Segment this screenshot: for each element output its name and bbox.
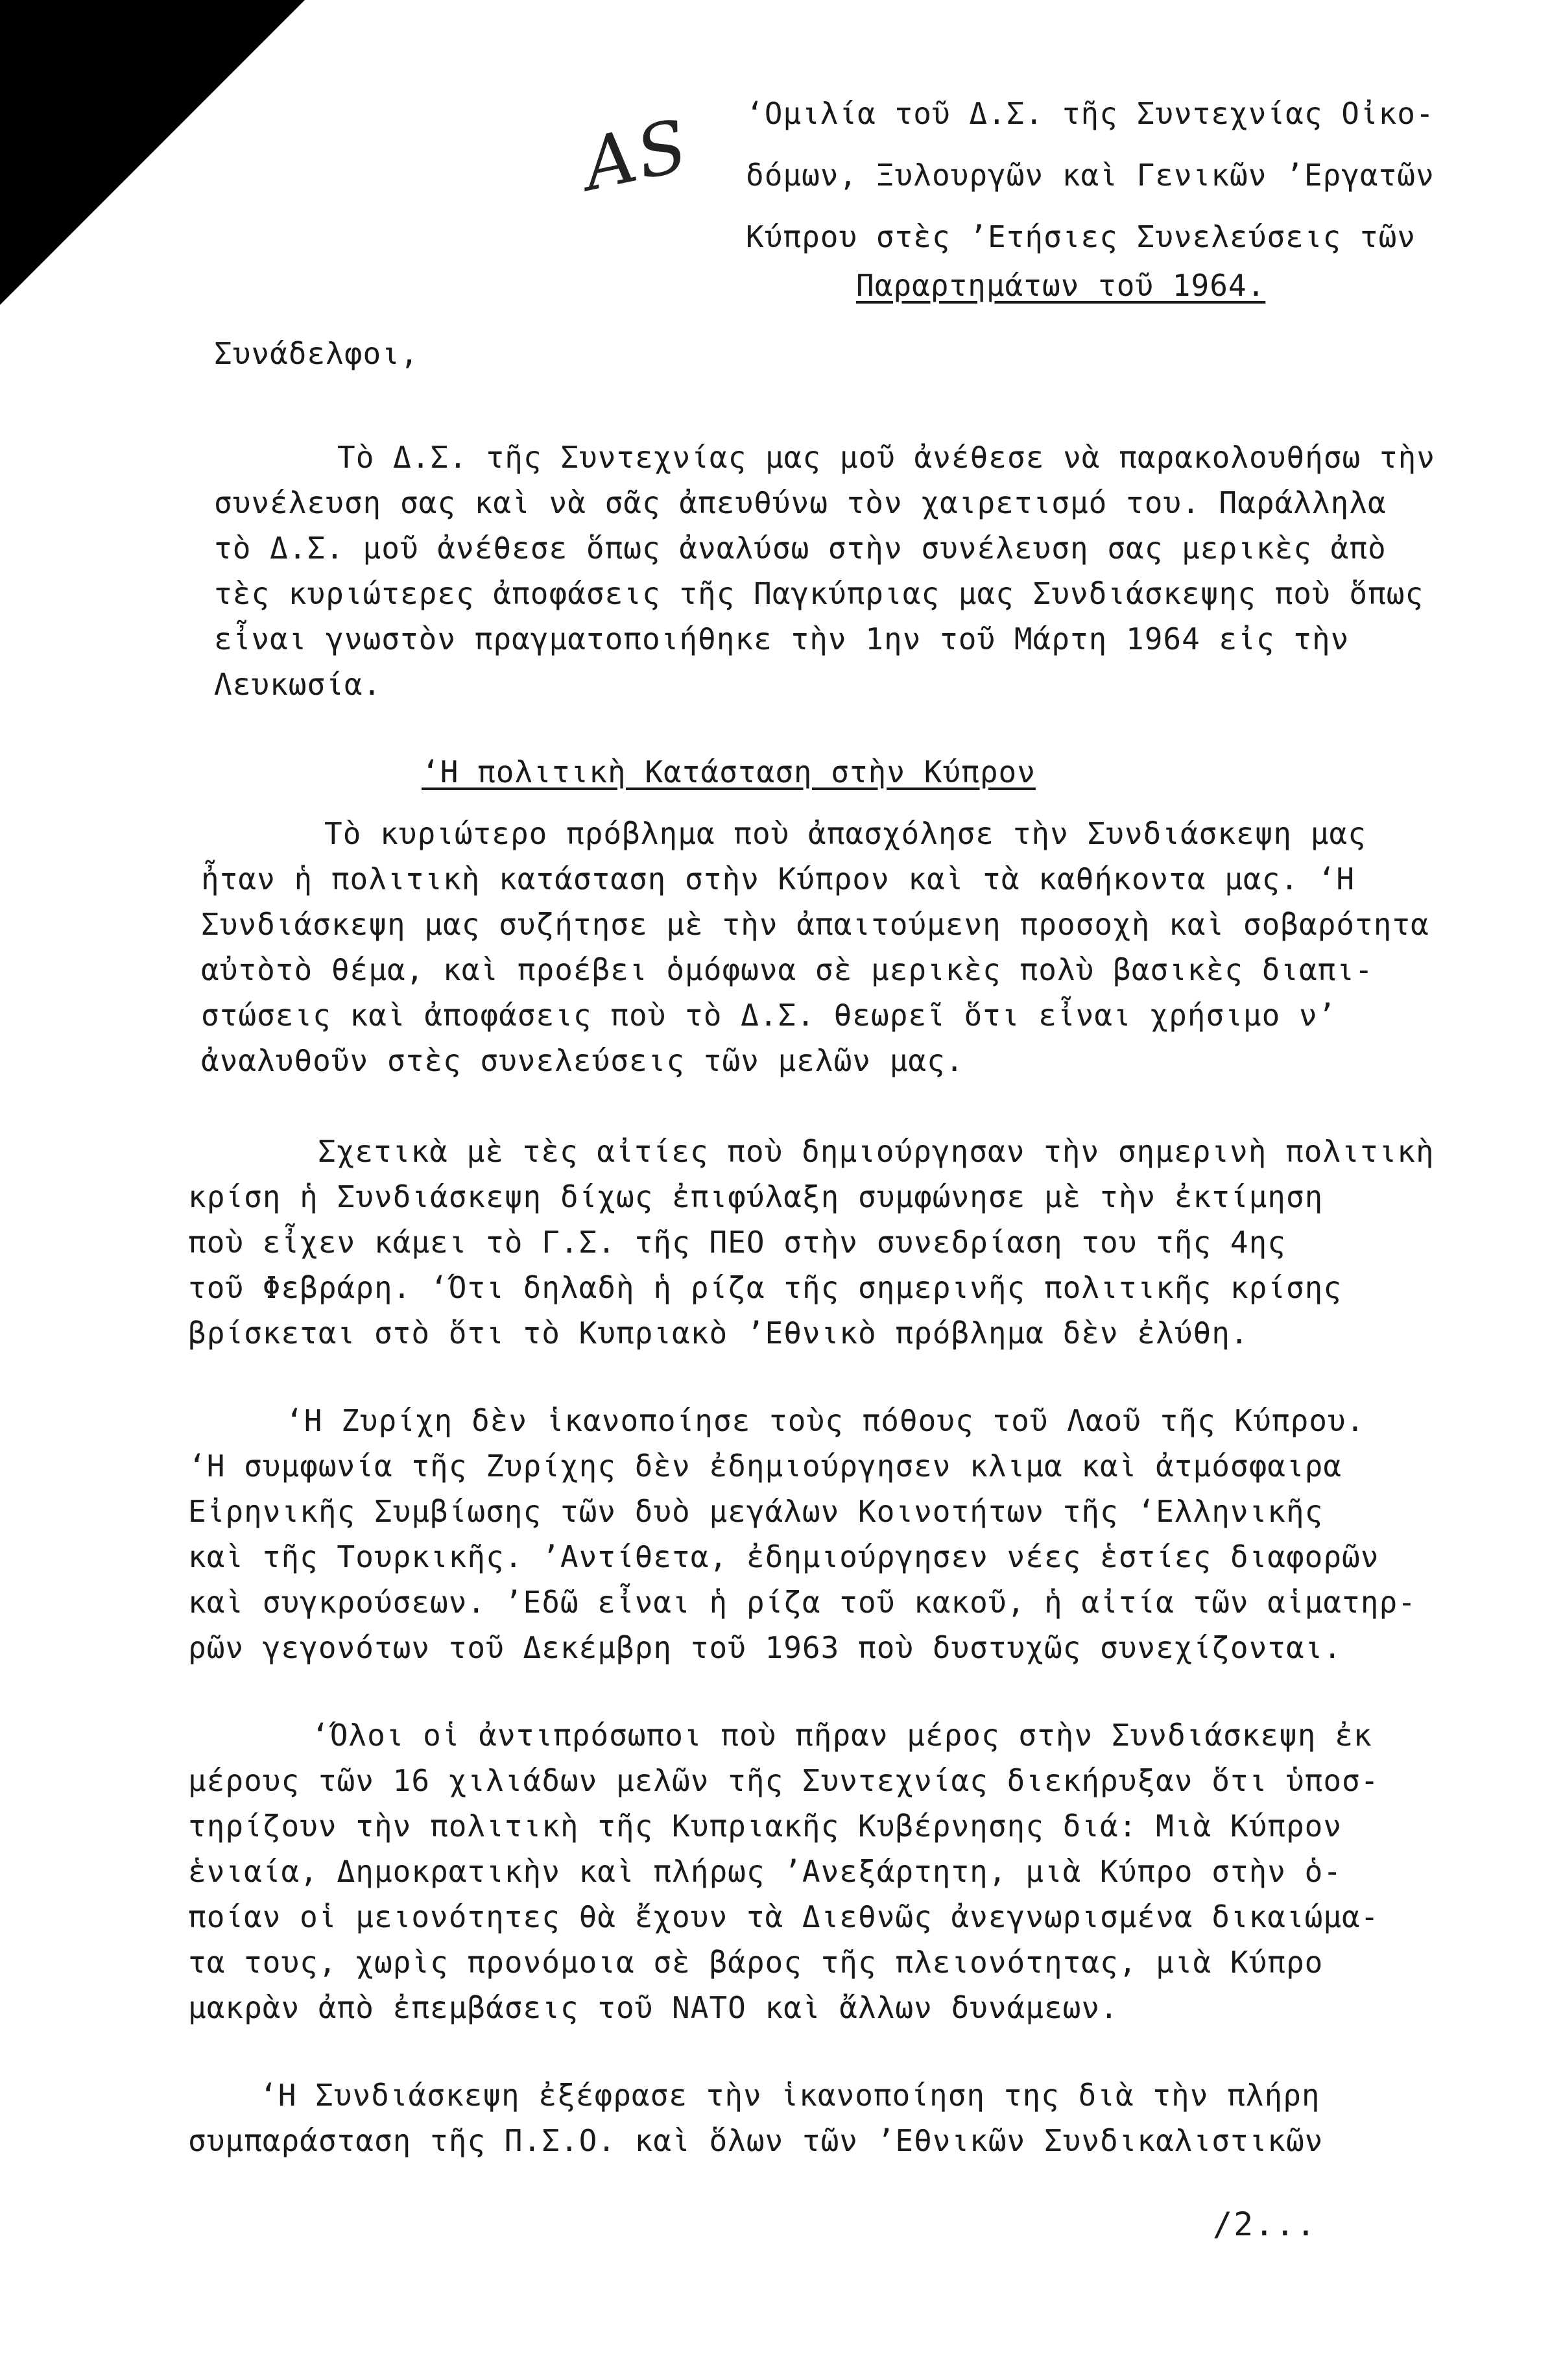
para6-line-2: συμπαράσταση τῆς Π.Σ.Ο. καὶ ὅλων τῶν ’Εθνικῶν Συνδικαλιστικῶν [188, 2123, 1324, 2158]
para5-line-4: ἑνιαία, Δημοκρατικὴν καὶ πλήρως ’Ανεξάρτητη, μιὰ Κύπρο στὴν ὁ- [188, 1854, 1342, 1889]
para1-line-4: τὲς κυριώτερες ἀποφάσεις τῆς Παγκύπριας μας Συνδιάσκεψης ποὺ ὅπως [214, 576, 1424, 611]
para6-line-1: ‘Η Συνδιάσκεψη ἐξέφρασε τὴν ἱκανοποίηση της διὰ τὴν πλήρη [259, 2078, 1320, 2113]
para3-line-5: βρίσκεται στὸ ὅτι τὸ Κυπριακὸ ’Εθνικὸ πρόβλημα δὲν ἐλύθη. [188, 1316, 1249, 1351]
para5-line-6: τα τους, χωρὶς προνόμοια σὲ βάρος τῆς πλειονότητας, μιὰ Κύπρο [188, 1945, 1324, 1980]
para2-line-4: αὐτὸτὸ θέμα, καὶ προέβει ὁμόφωνα σὲ μερικὲς πολὺ βασικὲς διαπι- [201, 952, 1374, 987]
header-line-4: Παραρτημάτων τοῦ 1964. [856, 268, 1266, 303]
para4-line-5: καὶ συγκρούσεων. ’Εδῶ εἶναι ἡ ρίζα τοῦ κακοῦ, ἡ αἰτία τῶν αἱματηρ- [188, 1585, 1416, 1620]
para4-line-6: ρῶν γεγονότων τοῦ Δεκέμβρη τοῦ 1963 ποὺ δυστυχῶς συνεχίζονται. [188, 1630, 1342, 1665]
para1-line-6: Λευκωσία. [214, 667, 382, 702]
para1-line-1: Τὸ Δ.Σ. τῆς Συντεχνίας μας μοῦ ἀνέθεσε νὰ παρακολουθήσω τὴν [337, 440, 1435, 475]
para3-line-2: κρίση ἡ Συνδιάσκεψη δίχως ἐπιφύλαξη συμφώνησε μὲ τὴν ἐκτίμηση [188, 1179, 1324, 1214]
header-line-2: δόμων, Ξυλουργῶν καὶ Γενικῶν ’Εργατῶν [746, 158, 1435, 193]
para5-line-3: τηρίζουν τὴν πολιτικὴ τῆς Κυπριακῆς Κυβέρνησης διά: Μιὰ Κύπρον [188, 1809, 1342, 1844]
scan-corner-shadow [0, 0, 305, 305]
para5-line-1: ‘Όλοι οἱ ἀντιπρόσωποι ποὺ πῆραν μέρος στὴν Συνδιάσκεψη ἐκ [311, 1718, 1372, 1753]
para2-line-3: Συνδιάσκεψη μας συζήτησε μὲ τὴν ἀπαιτούμενη προσοχὴ καὶ σοβαρότητα [201, 907, 1429, 942]
para5-line-5: ποίαν οἱ μειονότητες θὰ ἔχουν τὰ Διεθνῶς ἀνεγνωρισμένα δικαιώμα- [188, 1899, 1379, 1934]
para4-line-1: ‘Η Ζυρίχη δὲν ἱκανοποίησε τοὺς πόθους τοῦ Λαοῦ τῆς Κύπρου. [285, 1403, 1365, 1438]
para5-line-7: μακρὰν ἀπὸ ἐπεμβάσεις τοῦ ΝΑΤΟ καὶ ἄλλων δυνάμεων. [188, 1990, 1119, 2025]
header-line-1: ‘Ομιλία τοῦ Δ.Σ. τῆς Συντεχνίας Οἰκο- [746, 96, 1435, 131]
para3-line-4: τοῦ Φεβράρη. ‘Ότι δηλαδὴ ἡ ρίζα τῆς σημερινῆς πολιτικῆς κρίσης [188, 1270, 1342, 1305]
header-line-3: Κύπρου στὲς ’Ετήσιες Συνελεύσεις τῶν [746, 219, 1416, 254]
para4-line-2: ‘Η συμφωνία τῆς Ζυρίχης δὲν ἐδημιούργησεν κλιμα καὶ ἀτμόσφαιρα [188, 1448, 1342, 1484]
para3-line-3: ποὺ εἶχεν κάμει τὸ Γ.Σ. τῆς ΠΕΟ στὴν συνεδρίαση του τῆς 4ης [188, 1225, 1286, 1260]
para1-line-3: τὸ Δ.Σ. μοῦ ἀνέθεσε ὅπως ἀναλύσω στὴν συνέλευση σας μερικὲς ἀπὸ [214, 531, 1387, 566]
page-continuation: /2... [1213, 2206, 1317, 2243]
para2-line-6: ἀναλυθοῦν στὲς συνελεύσεις τῶν μελῶν μας. [201, 1043, 964, 1078]
handwritten-mark: AS [576, 103, 697, 207]
salutation: Συνάδελφοι, [214, 336, 419, 371]
section-title: ‘Η πολιτικὴ Κατάσταση στὴν Κύπρον [422, 754, 1036, 789]
para2-line-1: Τὸ κυριώτερο πρόβλημα ποὺ ἀπασχόλησε τὴν Συνδιάσκεψη μας [324, 816, 1366, 851]
para4-line-3: Εἰρηνικῆς Συμβίωσης τῶν δυὸ μεγάλων Κοινοτήτων τῆς ‘Ελληνικῆς [188, 1494, 1324, 1529]
para4-line-4: καὶ τῆς Τουρκικῆς. ’Αντίθετα, ἐδημιούργησεν νέες ἑστίες διαφορῶν [188, 1539, 1379, 1574]
para3-line-1: Σχετικὰ μὲ τὲς αἰτίες ποὺ δημιούργησαν τὴν σημερινὴ πολιτικὴ [318, 1134, 1435, 1169]
para1-line-5: εἶναι γνωστὸν πραγματοποιήθηκε τὴν 1ην τοῦ Μάρτη 1964 εἰς τὴν [214, 621, 1350, 656]
para1-line-2: συνέλευση σας καὶ νὰ σᾶς ἀπευθύνω τὸν χαιρετισμό του. Παράλληλα [214, 485, 1387, 520]
para2-line-2: ἦταν ἡ πολιτικὴ κατάσταση στὴν Κύπρον καὶ τὰ καθήκοντα μας. ‘Η [201, 861, 1355, 896]
para5-line-2: μέρους τῶν 16 χιλιάδων μελῶν τῆς Συντεχνίας διεκήρυξαν ὅτι ὑποσ- [188, 1763, 1379, 1798]
para2-line-5: στώσεις καὶ ἀποφάσεις ποὺ τὸ Δ.Σ. θεωρεῖ ὅτι εἶναι χρήσιμο ν’ [201, 998, 1337, 1033]
